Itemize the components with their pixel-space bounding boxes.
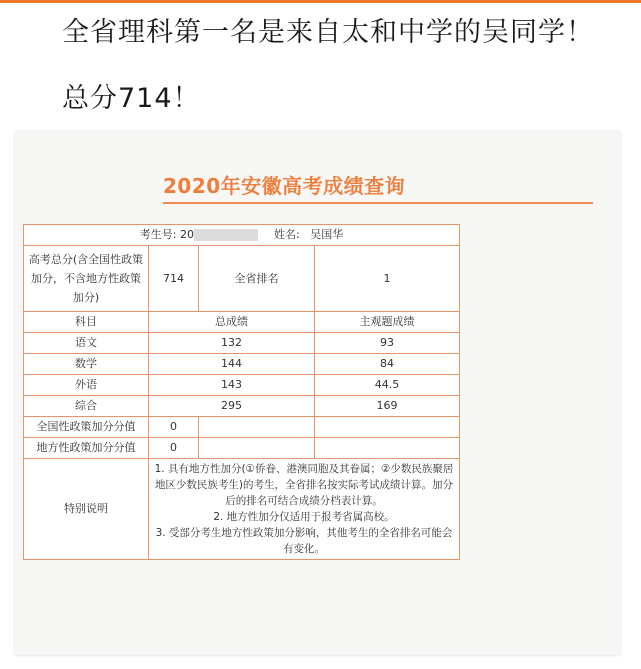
page-title: 2020年安徽高考成绩查询 — [163, 174, 406, 198]
subject-subjective: 84 — [315, 354, 460, 375]
subject-name: 语文 — [24, 333, 149, 354]
national-bonus-label: 全国性政策加分分值 — [24, 417, 149, 438]
student-id-value: 20 — [180, 228, 194, 241]
table-header-row — [24, 312, 460, 333]
table-row — [24, 333, 460, 354]
notes-content — [149, 459, 460, 560]
province-rank-value: 1 — [315, 246, 460, 312]
total-score-row — [24, 246, 460, 312]
national-bonus-value: 0 — [149, 417, 199, 438]
province-rank-label: 全省排名 — [199, 246, 315, 312]
subject-subjective: 93 — [315, 333, 460, 354]
local-bonus-value: 0 — [149, 438, 199, 459]
subject-name: 综合 — [24, 396, 149, 417]
title-divider — [163, 202, 593, 204]
headline-line-2: 总分714！ — [62, 83, 201, 114]
column-subjective: 主观题成绩 — [315, 312, 460, 333]
subject-name: 数学 — [24, 354, 149, 375]
student-info-row — [24, 225, 460, 246]
subject-subjective: 169 — [315, 396, 460, 417]
table-row — [24, 375, 460, 396]
subject-total: 132 — [149, 333, 315, 354]
top-accent-bar — [0, 0, 641, 3]
headline-line-1: 全省理科第一名是来自太和中学的吴同学！ — [62, 17, 594, 48]
subject-total: 143 — [149, 375, 315, 396]
score-table — [23, 224, 460, 560]
notes-label: 特别说明 — [24, 459, 149, 560]
subject-total: 295 — [149, 396, 315, 417]
redacted-id-block — [194, 229, 258, 241]
subject-name: 外语 — [24, 375, 149, 396]
note-item: 3. 受部分考生地方性政策加分影响，其他考生的全省排名可能会有变化。 — [155, 527, 453, 555]
notes-row — [24, 459, 460, 560]
column-subject: 科目 — [24, 312, 149, 333]
student-name-label: 姓名: — [274, 228, 300, 241]
note-item: 2. 地方性加分仅适用于报考省属高校。 — [213, 511, 395, 523]
table-row — [24, 396, 460, 417]
score-report-photo — [15, 132, 620, 655]
subject-total: 144 — [149, 354, 315, 375]
total-score-value: 714 — [149, 246, 199, 312]
student-id-label: 考生号: — [139, 228, 177, 241]
local-bonus-row — [24, 438, 460, 459]
student-name-value: 吴国华 — [310, 228, 344, 241]
national-bonus-row — [24, 417, 460, 438]
note-item: 1. 具有地方性加分(①侨眷、港澳同胞及其眷属；②少数民族聚居地区少数民族考生)的考生，全省排名按实际考试成绩计算。加分后的排名可结合成绩分档表计算。 — [154, 463, 454, 507]
local-bonus-label: 地方性政策加分分值 — [24, 438, 149, 459]
subject-subjective: 44.5 — [315, 375, 460, 396]
total-score-label: 高考总分(含全国性政策加分，不含地方性政策加分) — [24, 246, 149, 312]
table-row — [24, 354, 460, 375]
column-total: 总成绩 — [149, 312, 315, 333]
